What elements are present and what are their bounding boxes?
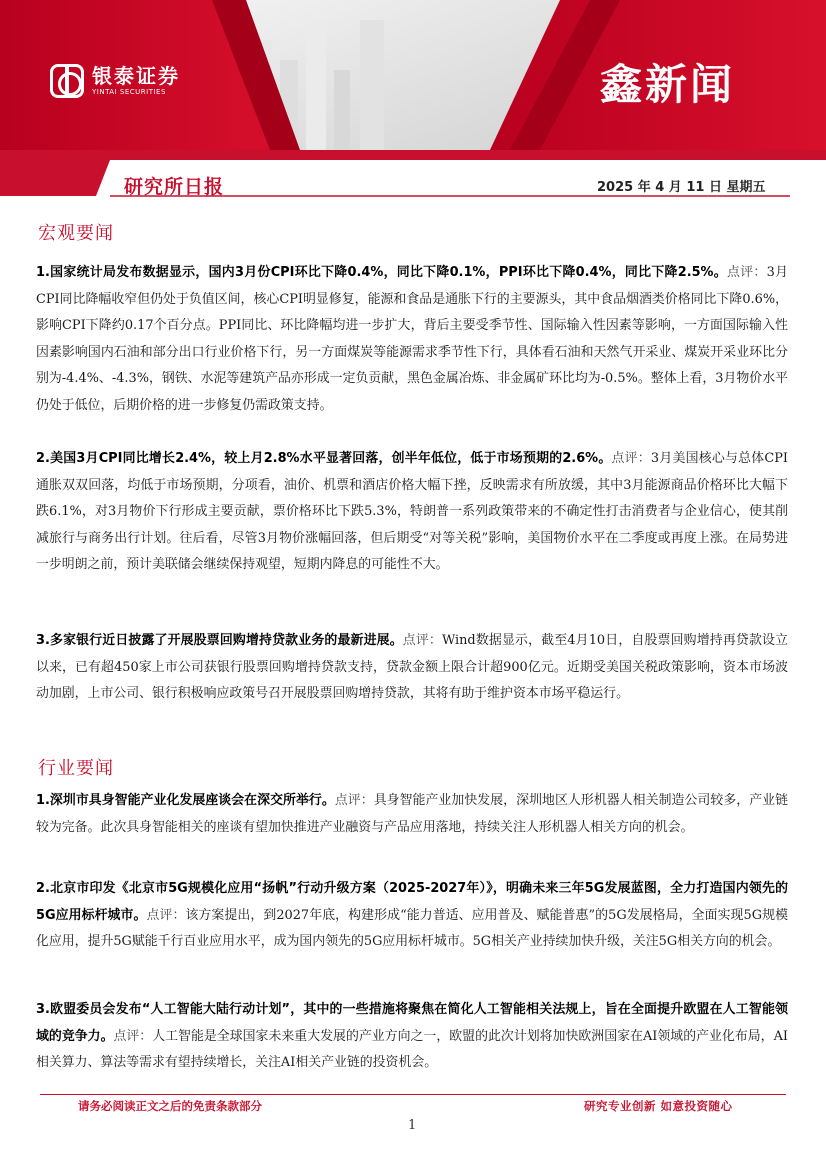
item-body: 该方案提出，到2027年底，构建形成“能力普适、应用普及、赋能普惠”的5G发展格局，全面实现5G规模化应用，提升5G赋能千行百业应用水平，成为国内领先的5G应用标杆城市。5G相关产业持续加快升级，关注5G相关方向的机会。 xyxy=(36,907,788,950)
item-headline: 深圳市具身智能产业化发展座谈会在深交所举行。 xyxy=(49,793,335,808)
item-body: 具身智能产业加快发展，深圳地区人形机器人相关制造公司较多，产业链较为完备。此次具身智能相关的座谈有望加快推进产业融资与产品应用落地，持续关注人形机器人相关方向的机会。 xyxy=(36,793,789,835)
news-item xyxy=(36,997,788,1077)
logo-name-en: YINTAI SECURITIES xyxy=(92,88,166,96)
item-number: 1. xyxy=(36,793,50,808)
footer-slogan: 研究专业创新 如意投资随心 xyxy=(584,1099,733,1113)
company-logo xyxy=(50,64,180,98)
logo-name-cn: 银泰证券 xyxy=(92,64,180,88)
comment-label: 点评： xyxy=(146,907,186,923)
footer-divider xyxy=(40,1094,786,1095)
item-headline: 欧盟委员会发布“人工智能大陆行动计划”，其中的一些措施将聚焦在简化人工智能相关法规上，旨在全面提升欧盟在人工智能领域的竞争力。 xyxy=(36,1002,788,1044)
brand-title: 鑫新闻 xyxy=(600,60,736,109)
news-item xyxy=(36,446,788,579)
item-body: Wind数据显示，截至4月10日，自股票回购增持再贷款设立以来，已有超450家上市公司获银行股票回购增持贷款支持，贷款金额上限合计超900亿元。近期受美国关税政策影响，资本市场波动加剧，上市公司、银行积极响应政策号召开展股票回购增持贷款，其将有助于维护资本市场平稳运行。 xyxy=(36,633,789,702)
item-body: 3月CPI同比降幅收窄但仍处于负值区间，核心CPI明显修复，能源和食品是通胀下行的主要源头，其中食品烟酒类价格同比下降0.6%，影响CPI下降约0.17个百分点。PPI同比、环比降幅均进一步扩大，背后主要受季节性、国际输入性因素等影响，一方面国际输入性因素影响国内石油和部分出口行业价格下行，另一方面煤炭等能源需求季节性下行，具体看石油和天然气开采业、煤炭开采业环比分别为-4.4%、-4.3%，钢铁、水泥等建筑产品亦形成一定负贡献，黑色金属冶炼、非金属矿环比均为-0.5%。整体上看，3月物价水平仍处于低位，后期价格的进一步修复仍需政策支持。 xyxy=(36,265,789,413)
item-headline: 北京市印发《北京市5G规模化应用“扬帆”行动升级方案（2025-2027年）》，明确未来三年5G发展蓝图，全力打造国内领先的5G应用标杆城市。 xyxy=(36,881,788,923)
comment-label: 点评： xyxy=(113,1028,153,1044)
comment-label: 点评： xyxy=(402,633,442,648)
report-name: 研究所日报 xyxy=(124,176,225,198)
news-item xyxy=(36,260,788,420)
news-item xyxy=(36,788,788,841)
report-date: 2025 年 4 月 11 日 星期五 xyxy=(597,180,766,195)
comment-label: 点评： xyxy=(727,265,767,280)
report-header xyxy=(0,0,826,205)
comment-label: 点评： xyxy=(334,793,374,808)
item-body: 3月美国核心与总体CPI通胀双双回落，均低于市场预期，分项看，油价、机票和酒店价格大幅下挫，反映需求有所放缓，其中3月能源商品价格环比大幅下跌6.1%，对3月物价下行形成主要贡献，票价格环比下跌5.3%，特朗普一系列政策带来的不确定性打击消费者与企业信心，使其削减旅行与商务出行计划。往后看，尽管3月物价涨幅回落，但后期受“对等关税”影响，美国物价水平在二季度或再度上涨。在局势进一步明朗之前，预计美联储会继续保持观望，短期内降息的可能性不大。 xyxy=(36,451,788,573)
comment-label: 点评： xyxy=(611,451,651,466)
item-number: 3. xyxy=(36,633,50,648)
item-headline: 国家统计局发布数据显示，国内3月份CPI环比下降0.4%，同比下降0.1%，PPI环比下降0.4%，同比下降2.5%。 xyxy=(49,265,727,280)
item-body: 人工智能是全球国家未来重大发展的产业方向之一，欧盟的此次计划将加快欧洲国家在AI领域的产业化布局，AI相关算力、算法等需求有望持续增长，关注AI相关产业链的投资机会。 xyxy=(36,1028,788,1071)
item-headline: 美国3月CPI同比增长2.4%，较上月2.8%水平显著回落，创半年低位，低于市场预期的2.6%。 xyxy=(49,451,612,466)
item-headline: 多家银行近日披露了开展股票回购增持贷款业务的最新进展。 xyxy=(49,633,403,648)
item-number: 2. xyxy=(36,881,50,896)
item-number: 1. xyxy=(36,265,50,280)
section-title-macro: 宏观要闻 xyxy=(38,223,114,244)
item-number: 3. xyxy=(36,1002,50,1017)
item-number: 2. xyxy=(36,451,50,466)
section-title-industry: 行业要闻 xyxy=(38,758,114,779)
news-item xyxy=(36,876,788,956)
logo-emblem-icon xyxy=(50,64,84,98)
news-item xyxy=(36,628,788,708)
page-number: 1 xyxy=(408,1118,417,1133)
footer-disclaimer: 请务必阅读正文之后的免责条款部分 xyxy=(78,1099,262,1113)
